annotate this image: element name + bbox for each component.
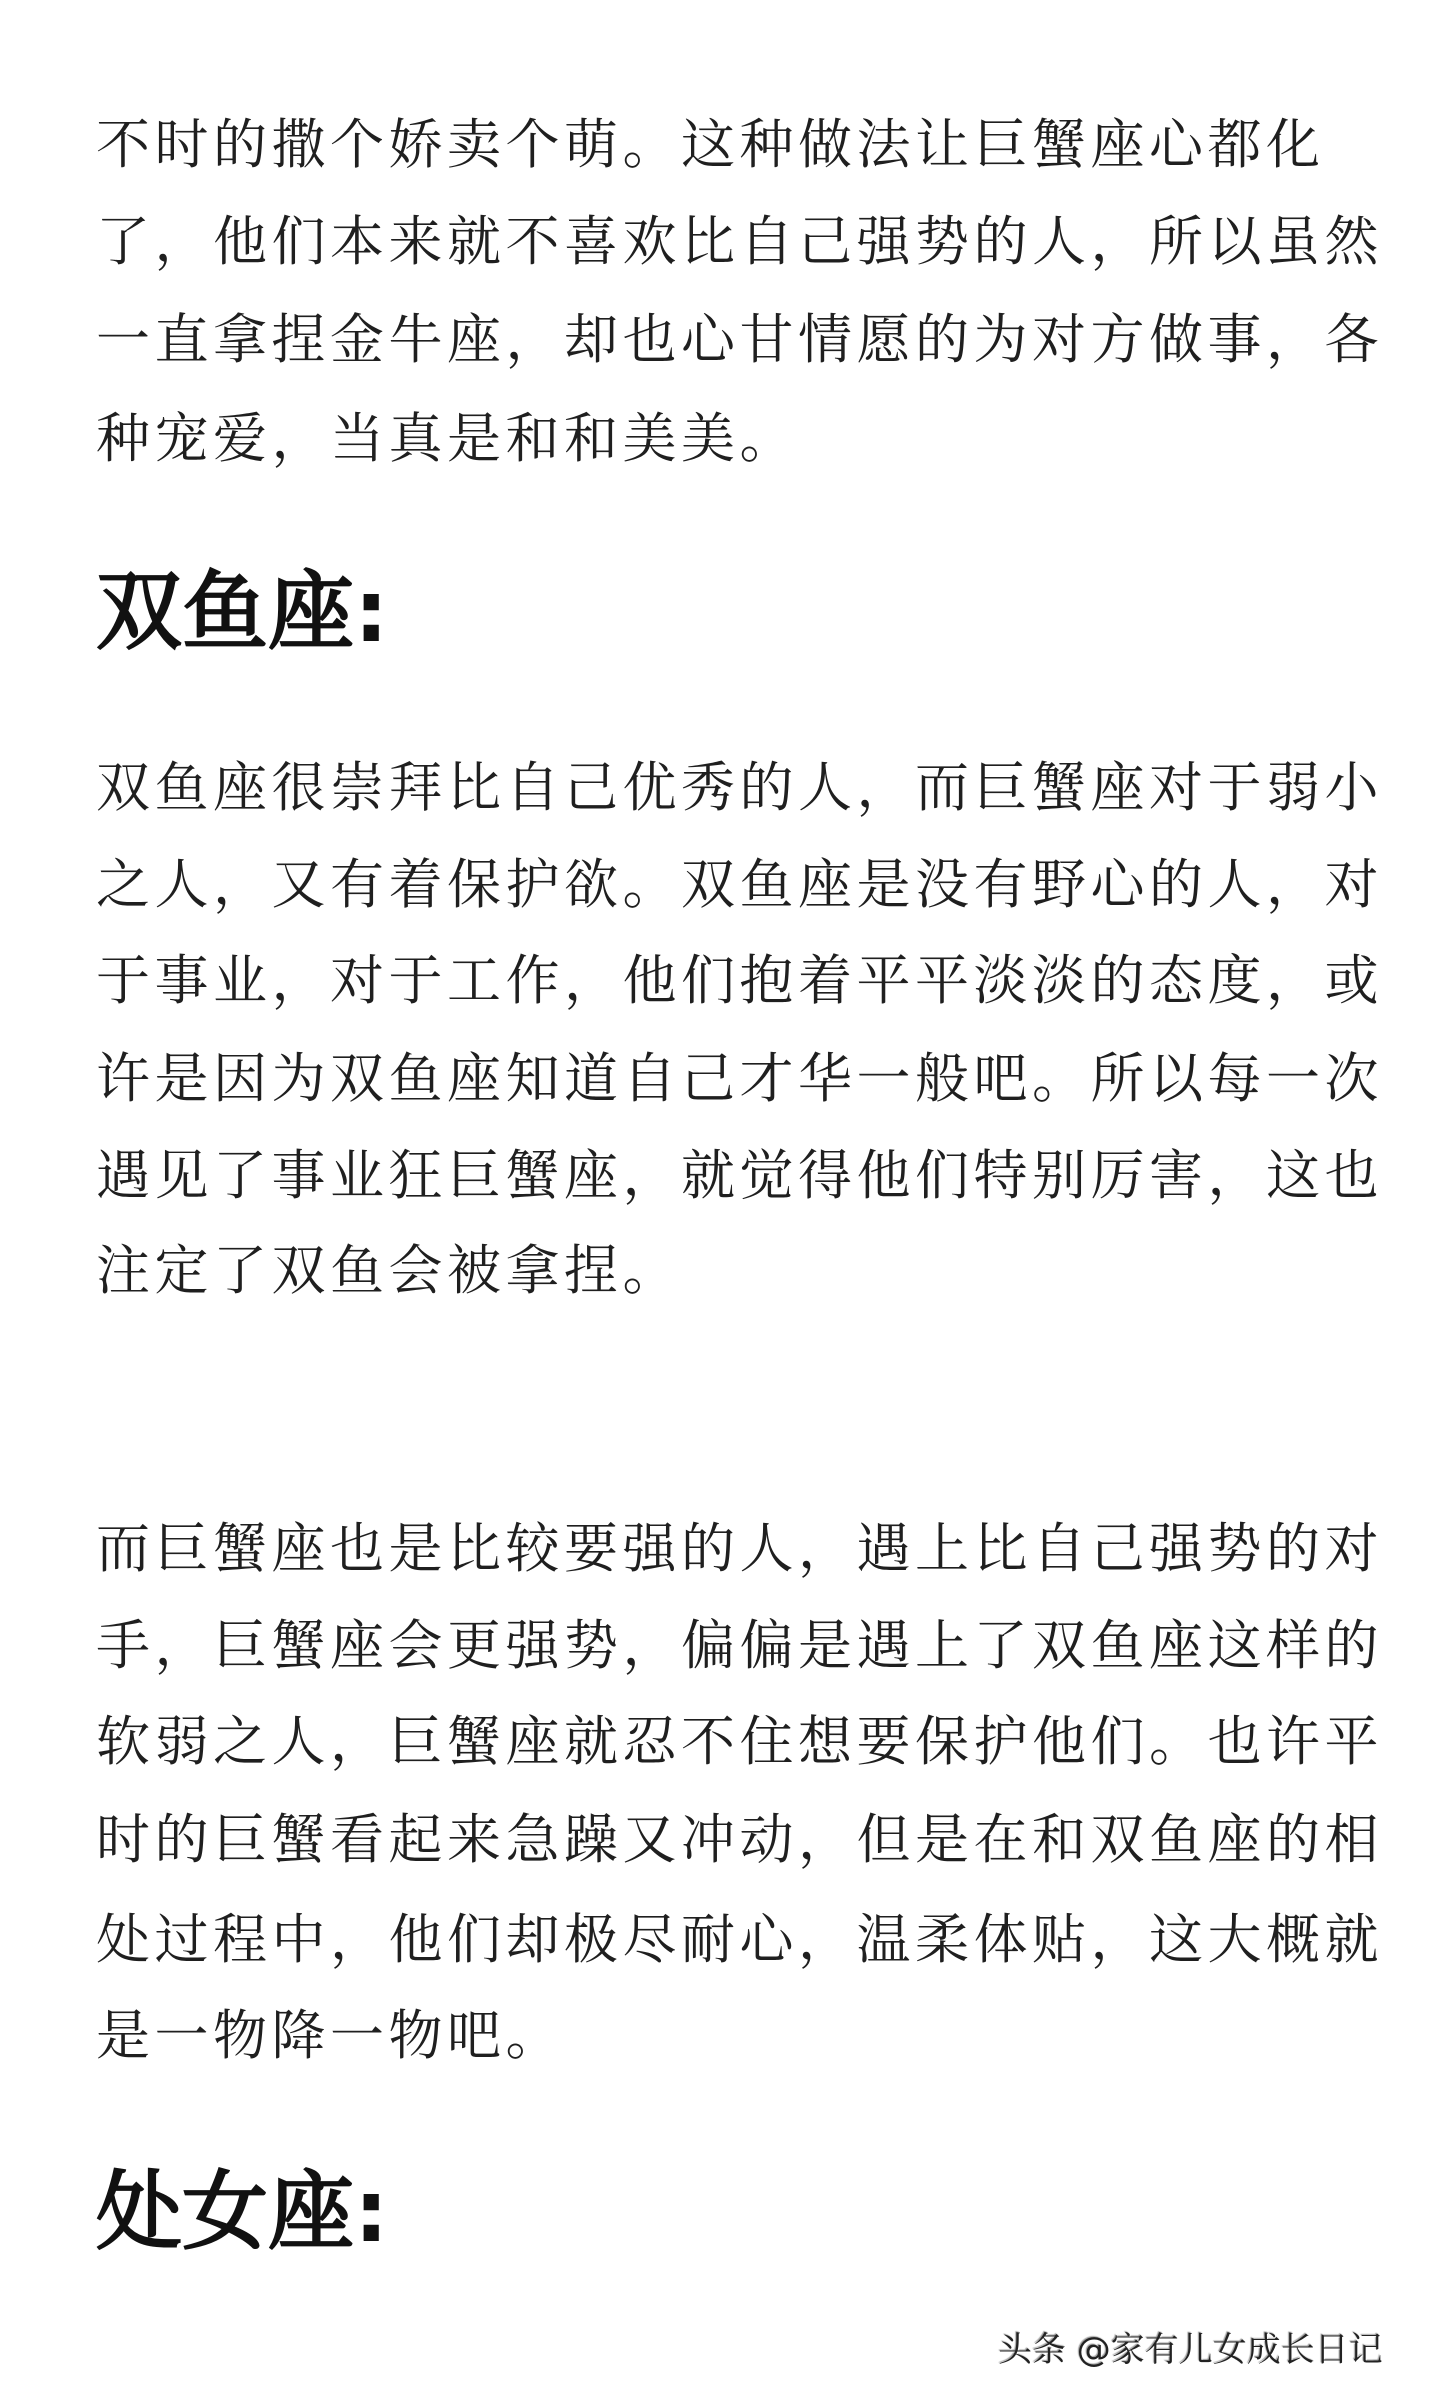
text-line: 不时的撒个娇卖个萌。这种做法让巨蟹座心都化 (96, 113, 1325, 176)
text-line: 手，巨蟹座会更强势，偏偏是遇上了双鱼座这样的 (96, 1614, 1383, 1677)
watermark: 头条 @家有儿女成长日记 (998, 2330, 1383, 2370)
text-line: 许是因为双鱼座知道自己才华一般吧。所以每一次 (96, 1047, 1383, 1110)
section-heading-virgo: 处女座: (96, 2162, 389, 2262)
text-line: 处过程中，他们却极尽耐心，温柔体贴，这大概就 (96, 1908, 1383, 1971)
text-line: 于事业，对于工作，他们抱着平平淡淡的态度，或 (96, 949, 1383, 1012)
text-line: 时的巨蟹看起来急躁又冲动，但是在和双鱼座的相 (96, 1808, 1383, 1871)
text-line: 软弱之人，巨蟹座就忍不住想要保护他们。也许平 (96, 1710, 1383, 1773)
text-line: 双鱼座很崇拜比自己优秀的人，而巨蟹座对于弱小 (96, 756, 1383, 819)
text-line: 遇见了事业狂巨蟹座，就觉得他们特别厉害，这也 (96, 1144, 1383, 1207)
text-line: 种宠爱，当真是和和美美。 (96, 407, 798, 470)
text-line: 注定了双鱼会被拿捏。 (96, 1239, 681, 1302)
text-line: 之人，又有着保护欲。双鱼座是没有野心的人，对 (96, 853, 1383, 916)
text-line: 而巨蟹座也是比较要强的人，遇上比自己强势的对 (96, 1517, 1383, 1580)
section-heading-pisces: 双鱼座: (96, 562, 389, 662)
text-line: 了，他们本来就不喜欢比自己强势的人，所以虽然 (96, 210, 1383, 273)
text-line: 一直拿捏金牛座，却也心甘情愿的为对方做事，各 (96, 308, 1383, 371)
text-line: 是一物降一物吧。 (96, 2004, 564, 2067)
